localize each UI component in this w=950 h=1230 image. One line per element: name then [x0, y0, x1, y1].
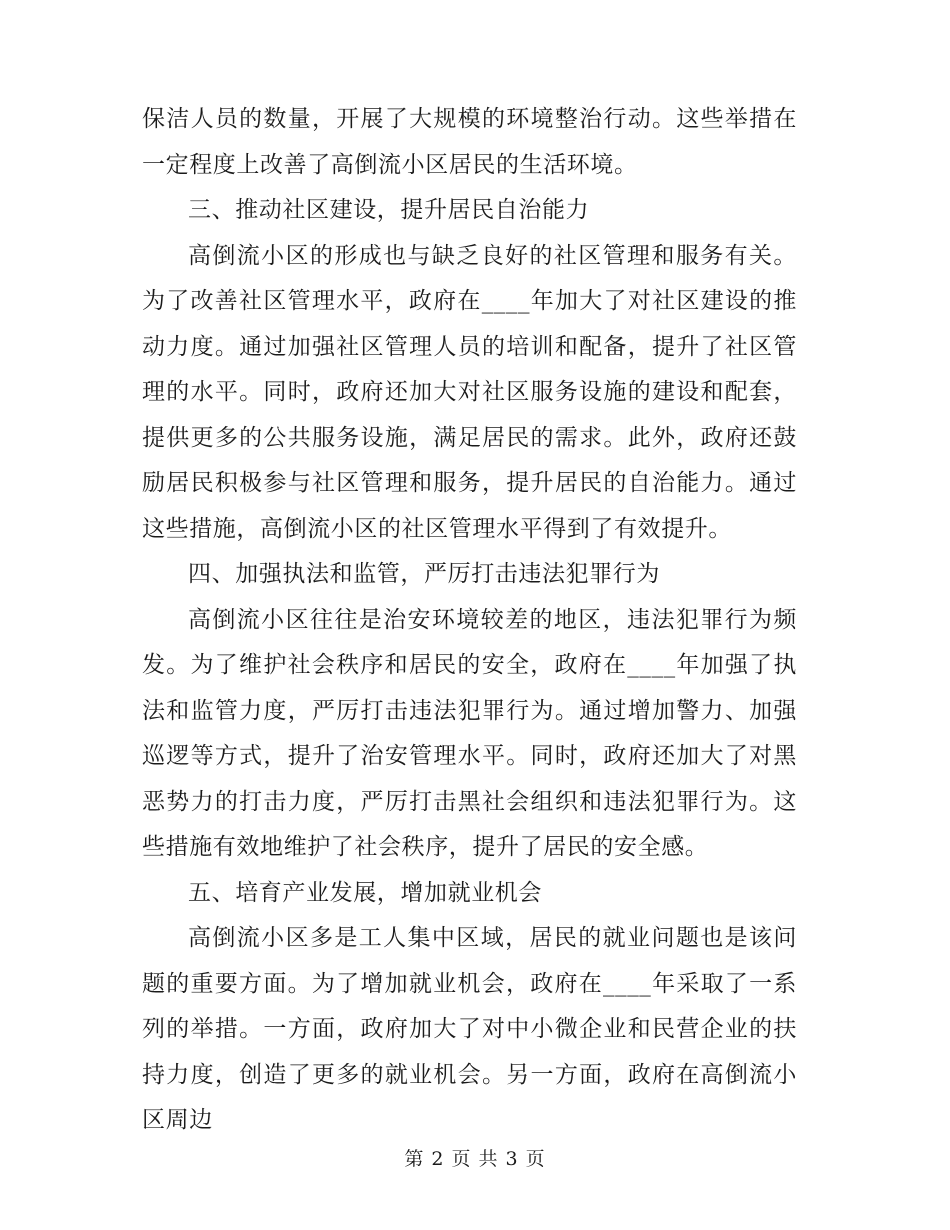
section-heading-4: 四、加强执法和监管，严厉打击违法犯罪行为 — [188, 561, 660, 587]
section-heading-5: 五、培育产业发展，增加就业机会 — [188, 879, 542, 906]
page-number-footer: 第 2 页 共 3 页 — [404, 1148, 546, 1170]
paragraph-section-5: 高倒流小区多是工人集中区域，居民的就业问题也是该问题的重要方面。为了增加就业机会，政府在____年采取了一系列的举措。一方面，政府加大了对中小微企业和民营企业的扶持力度，创造了更多的就业机会。另一方面，政府在高倒流小区周边 — [142, 925, 797, 1133]
section-heading-3: 三、推动社区建设，提升居民自治能力 — [188, 197, 590, 223]
paragraph-section-4: 高倒流小区往往是治安环境较差的地区，违法犯罪行为频发。为了维护社会秩序和居民的安全，政府在____年加强了执法和监管力度，严厉打击违法犯罪行为。通过增加警力、加强巡逻等方式，提升了治安管理水平。同时，政府还加大了对黑恶势力的打击力度，严厉打击黑社会组织和违法犯罪行为。这些措施有效地维护了社会秩序，提升了居民的安全感。 — [142, 606, 797, 860]
document-page — [142, 97, 797, 1144]
paragraph-section-3: 高倒流小区的形成也与缺乏良好的社区管理和服务有关。为了改善社区管理水平，政府在____年加大了对社区建设的推动力度。通过加强社区管理人员的培训和配备，提升了社区管理的水平。同时，政府还加大对社区服务设施的建设和配套，提供更多的公共服务设施，满足居民的需求。此外，政府还鼓励居民积极参与社区管理和服务，提升居民的自治能力。通过这些措施，高倒流小区的社区管理水平得到了有效提升。 — [142, 242, 797, 542]
paragraph-continuation: 保洁人员的数量，开展了大规模的环境整治行动。这些举措在一定程度上改善了高倒流小区居民的生活环境。 — [142, 106, 797, 178]
